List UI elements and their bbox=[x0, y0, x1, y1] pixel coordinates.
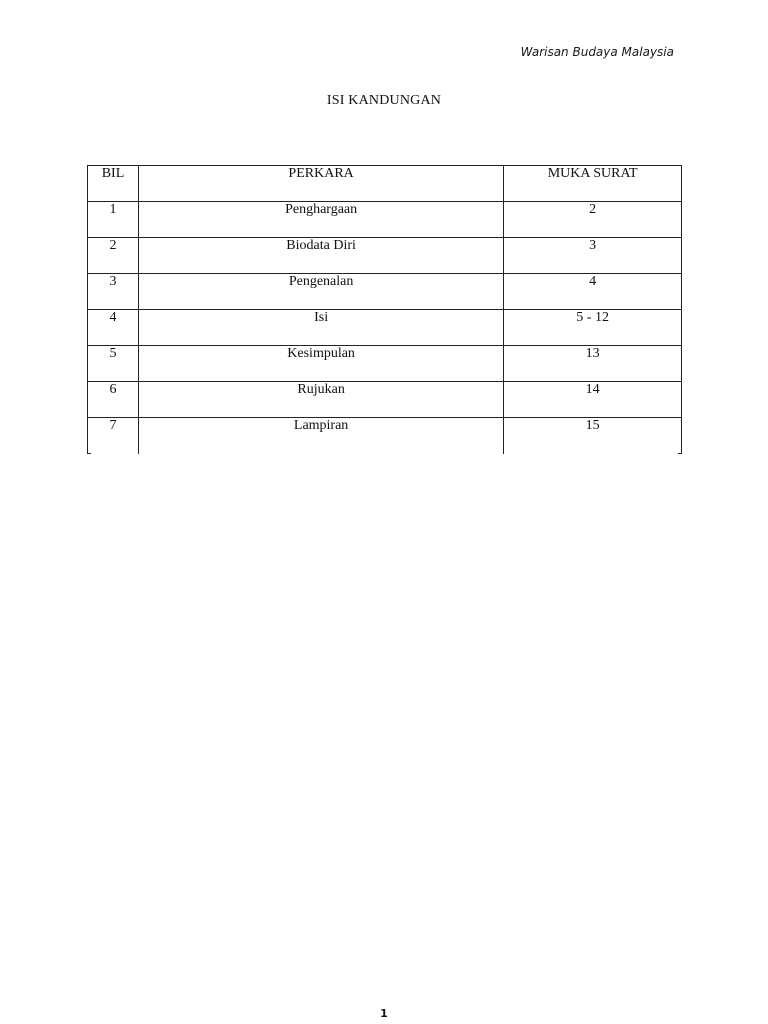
column-header-bil: BIL bbox=[88, 166, 139, 202]
running-header: Warisan Budaya Malaysia bbox=[520, 45, 674, 59]
cell-bil: 5 bbox=[88, 346, 139, 382]
table-row bbox=[88, 202, 682, 238]
cell-bil: 7 bbox=[88, 418, 139, 454]
cell-perkara: Biodata Diri bbox=[138, 238, 503, 274]
cell-muka-surat: 2 bbox=[504, 202, 682, 238]
cell-bil: 3 bbox=[88, 274, 139, 310]
cell-perkara: Rujukan bbox=[138, 382, 503, 418]
cell-bil: 2 bbox=[88, 238, 139, 274]
page-number: 1 bbox=[380, 1007, 388, 1020]
cell-bil: 6 bbox=[88, 382, 139, 418]
cell-muka-surat: 4 bbox=[504, 274, 682, 310]
table-row bbox=[88, 382, 682, 418]
cell-perkara: Pengenalan bbox=[138, 274, 503, 310]
cell-muka-surat: 15 bbox=[504, 418, 682, 454]
cell-perkara: Kesimpulan bbox=[138, 346, 503, 382]
table-row bbox=[88, 238, 682, 274]
cell-muka-surat: 3 bbox=[504, 238, 682, 274]
page-title: ISI KANDUNGAN bbox=[326, 93, 442, 108]
table-corner-tick-right bbox=[678, 453, 682, 454]
table-header-row bbox=[88, 166, 682, 202]
cell-perkara: Isi bbox=[138, 310, 503, 346]
cell-bil: 4 bbox=[88, 310, 139, 346]
column-header-perkara: PERKARA bbox=[138, 166, 503, 202]
table-row bbox=[88, 274, 682, 310]
table-row bbox=[88, 310, 682, 346]
cell-perkara: Lampiran bbox=[138, 418, 503, 454]
table-row bbox=[88, 418, 682, 454]
cell-perkara: Penghargaan bbox=[138, 202, 503, 238]
table-of-contents bbox=[87, 165, 682, 454]
cell-muka-surat: 5 - 12 bbox=[504, 310, 682, 346]
cell-muka-surat: 14 bbox=[504, 382, 682, 418]
cell-bil: 1 bbox=[88, 202, 139, 238]
cell-muka-surat: 13 bbox=[504, 346, 682, 382]
table-row bbox=[88, 346, 682, 382]
table-corner-tick-left bbox=[87, 453, 91, 454]
column-header-muka-surat: MUKA SURAT bbox=[504, 166, 682, 202]
